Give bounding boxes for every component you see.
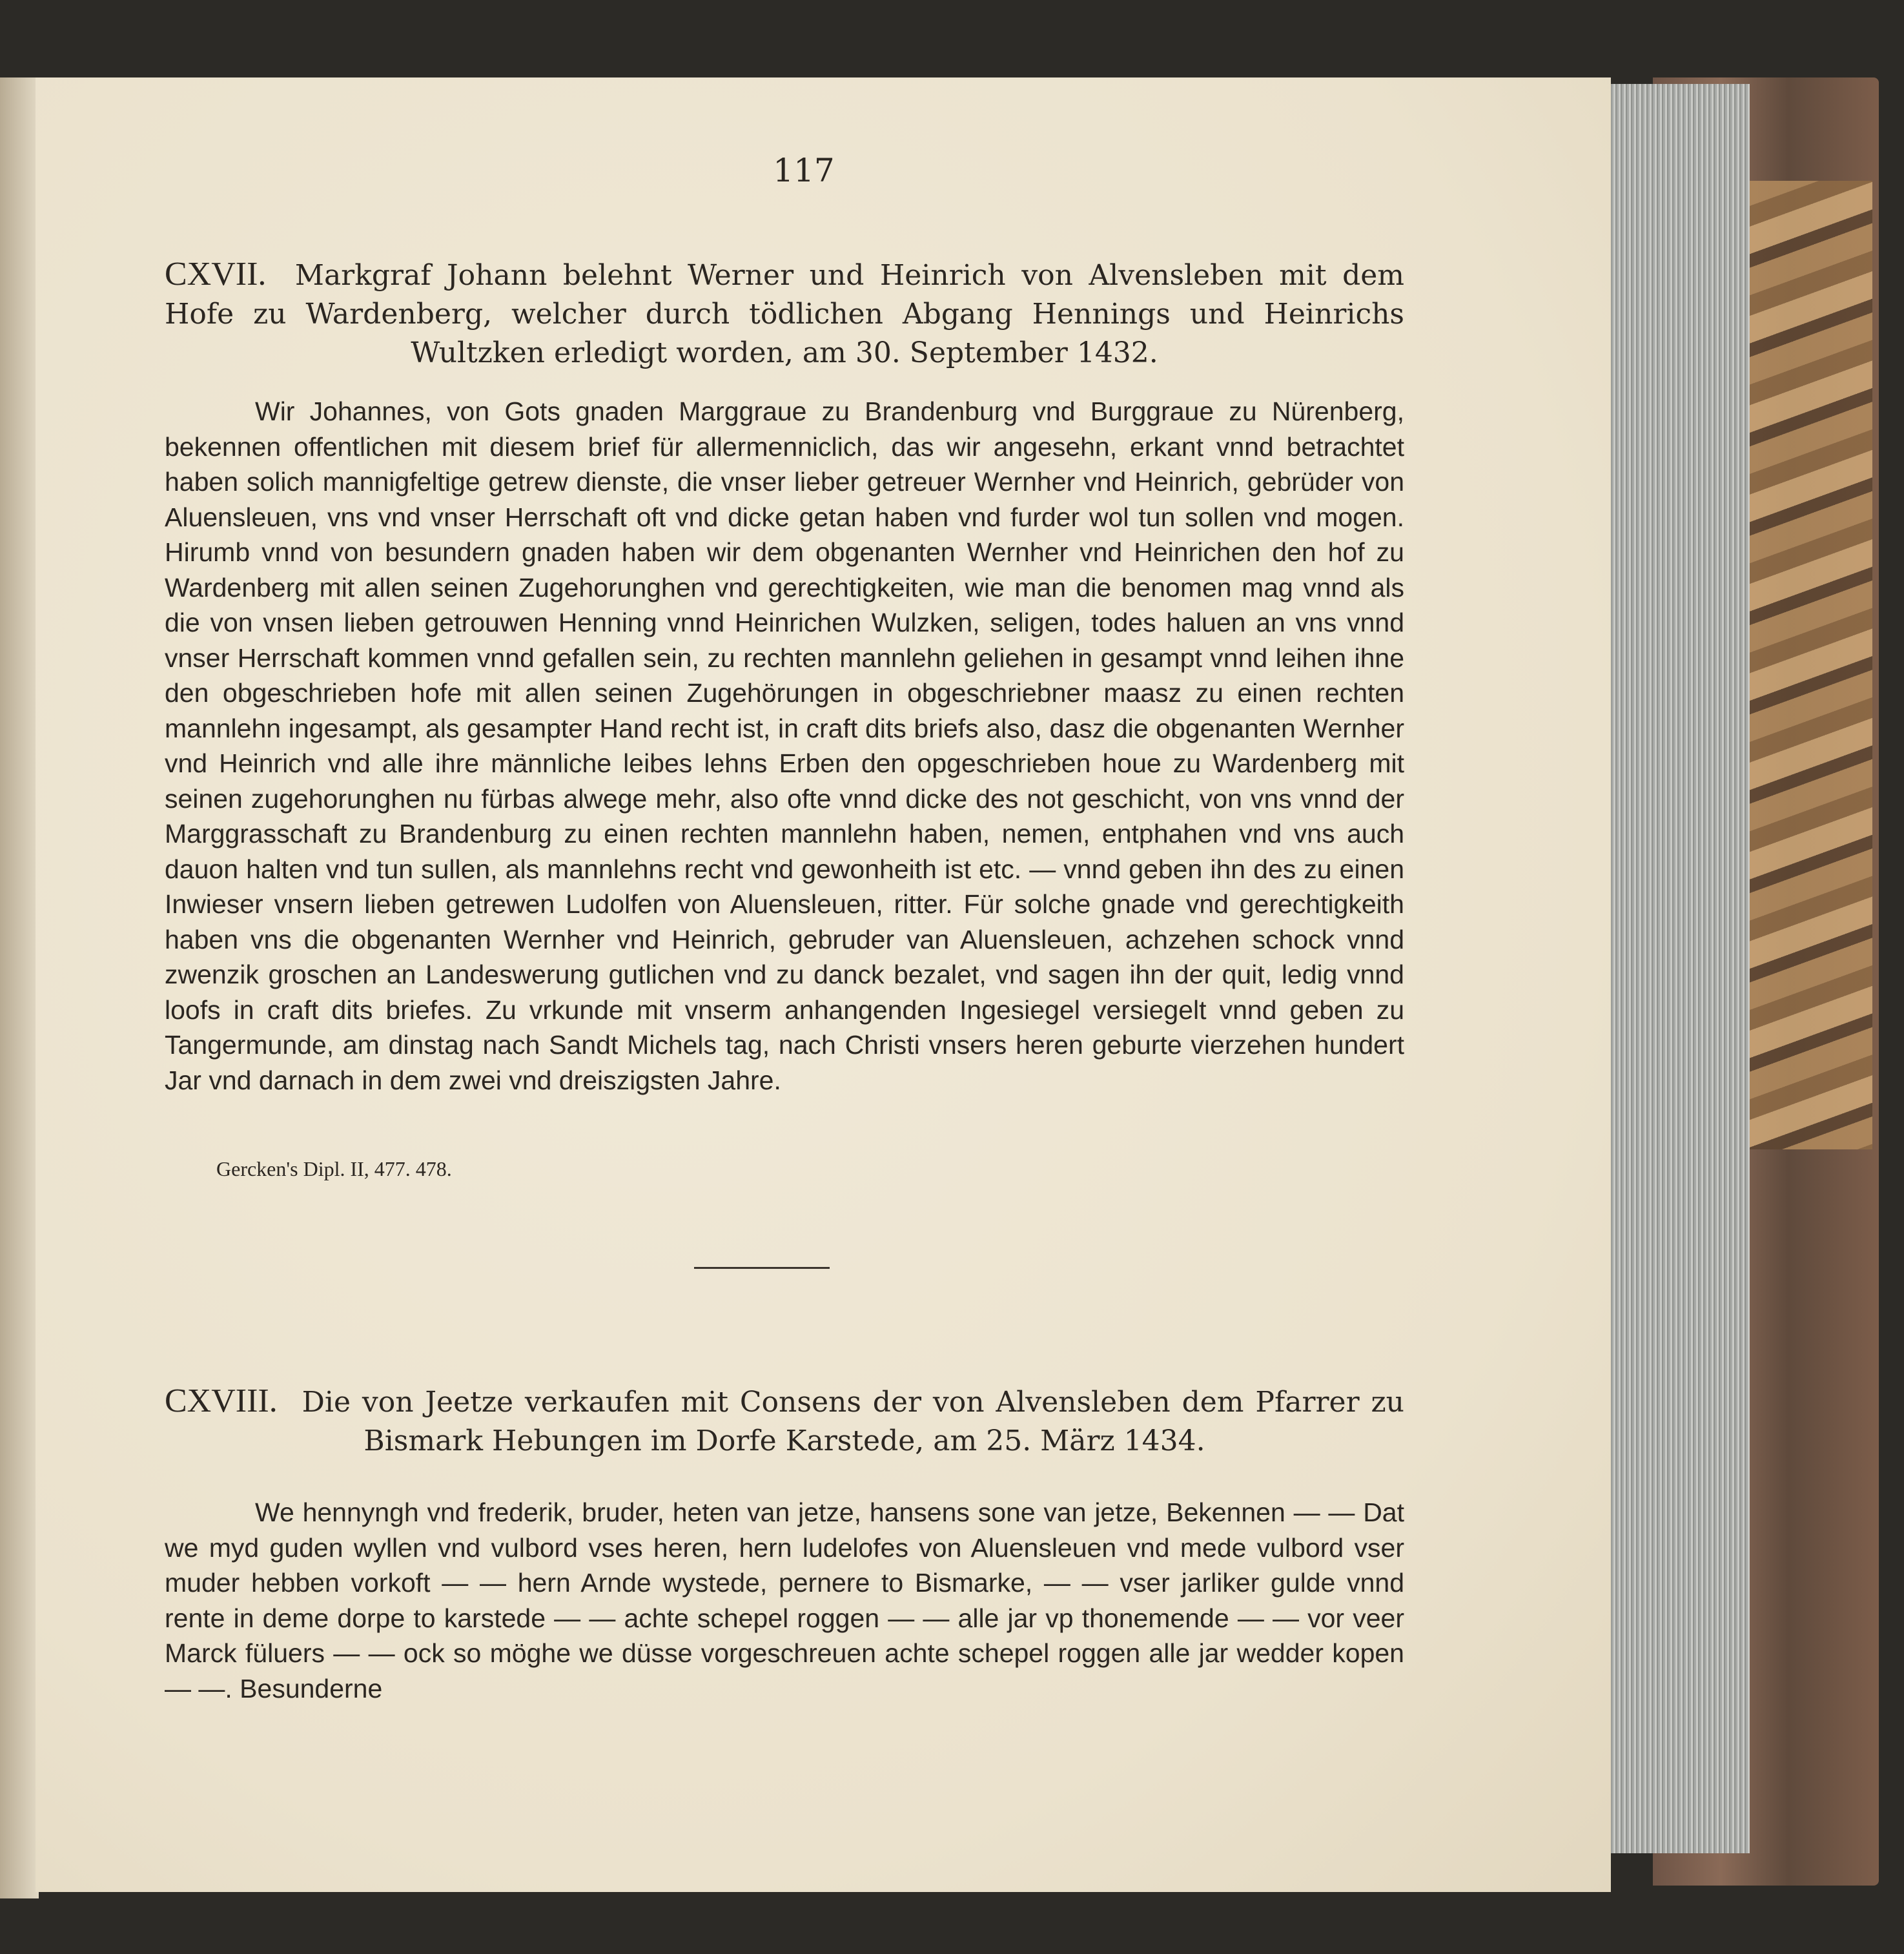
entry-title: Die von Jeetze verkaufen mit Consens der von Alvensleben dem Pfarrer zu Bismark Hebungen im Dorfe Karstede, am 25. März 1434. <box>302 1386 1404 1457</box>
book-page <box>36 77 1611 1892</box>
entry-text: We hennyngh vnd frederik, bruder, heten van jetze, hansens sone van jetze, Bekennen — — Dat we myd guden wyllen vnd vulbord vses heren, hern ludelofes von Aluensleuen vnd mede vulbord vser muder hebben vorkoft — — hern Arnde wystede, pernere to Bismarke, — — vser jarliker gulde vnnd rente in deme dorpe to karstede — — achte schepel roggen — — alle jar vp thonemende — — vor veer Marck füluers — — ock so möghe we düsse vorgeschreuen achte schepel roggen alle jar wedder kopen — —. Besunderne <box>165 1497 1404 1703</box>
section-divider <box>694 1267 830 1269</box>
entry-title: Markgraf Johann belehnt Werner und Heinrich von Alvensleben mit dem Hofe zu Wardenberg, welcher durch tödlichen Abgang Hennings und Heinrichs Wultzken erledigt worden, am 30. September 1432. <box>165 259 1404 369</box>
marbled-endpaper <box>1743 181 1872 1149</box>
source-citation: Gercken's Dipl. II, 477. 478. <box>216 1157 452 1180</box>
entry-number: CXVII. <box>165 256 267 293</box>
entry-text: Wir Johannes, von Gots gnaden Marggraue zu Brandenburg vnd Burggraue zu Nürenberg, bekennen offentlichen mit diesem brief für allermenniclich, das wir angesehn, erkant vnnd betrachtet haben solich mannigfeltige getrew dienste, die vnser lieber getreuer Wernher vnd Heinrich, gebrüder von Aluensleuen, vns vnd vnser Herrschaft oft vnd dicke getan haben vnd furder wol tun sollen vnd mogen. Hirumb vnnd von besundern gnaden haben wir dem obgenanten Wernher vnd Heinrichen den hof zu Wardenberg mit allen seinen Zugehorunghen vnd gerechtigkeiten, wie man die benomen mag vnnd als die von vnsen lieben getrouwen Henning vnnd Heinrichen Wulzken, seligen, todes haluen an vns vnnd vnser Herrschaft kommen vnnd gefallen sein, zu rechten mannlehn geliehen in gesampt vnnd leihen ihne den obgeschrieben hofe mit allen seinen Zugehörungen in obgeschriebner maasz zu einen rechten mannlehn ingesampt, als gesampter Hand recht ist, in craft dits briefs also, dasz die obgenanten Wernher vnd Heinrich vnd alle ihre männliche leibes lehns Erben den opgeschrieben houe zu Wardenberg mit seinen zugehorunghen nu fürbas alwege mehr, also ofte vnnd dicke des not geschicht, von vns vnnd der Marggrasschaft zu Brandenburg zu einen rechten mannlehn haben, nemen, entphahen vnd vns auch dauon halten vnd tun sullen, als mannlehns recht vnd gewonheith ist etc. — vnnd geben ihn des zu einen Inwieser vnsern lieben getrewen Ludolfen von Aluensleuen, ritter. Für solche gnade vnd gerechtigkeith haben vns die obgenanten Wernher vnd Heinrich, gebruder van Aluensleuen, achzehen schock vnnd zwenzik groschen an Landeswerung gutlichen vnd zu danck bezalet, vnd sagen ihn der quit, ledig vnnd loofs in craft dits briefes. Zu vrkunde mit vnserm anhangenden Ingesiegel versiegelt vnnd geben zu Tangermunde, am dinstag nach Sandt Michels tag, nach Christi vnsers heren geburte vierzehen hundert Jar vnd darnach in dem zwei vnd dreiszigsten Jahre. <box>165 396 1404 1095</box>
page-edges <box>1601 84 1750 1853</box>
left-page-edge <box>0 77 39 1898</box>
entry-heading <box>165 1382 1404 1461</box>
page-number: 117 <box>773 152 835 189</box>
entry-heading <box>165 255 1404 373</box>
entry-number: CXVIII. <box>165 1383 278 1419</box>
